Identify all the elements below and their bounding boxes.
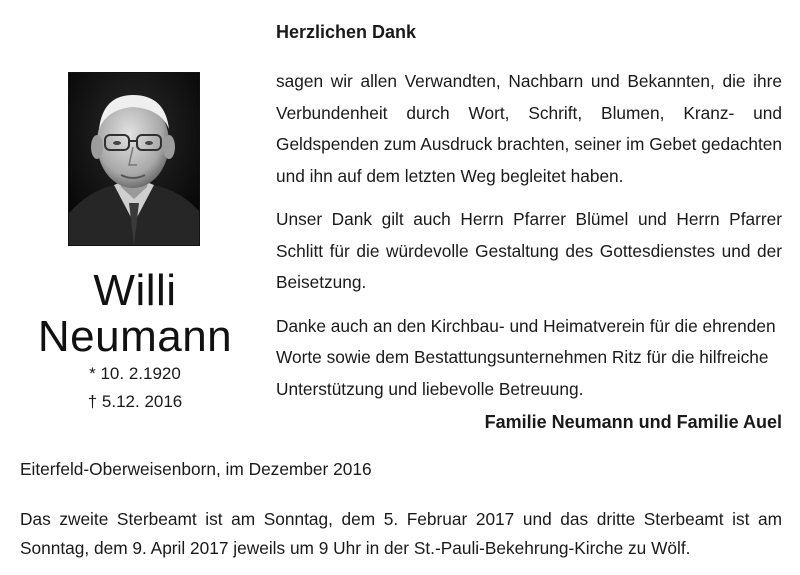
thanks-paragraph: sagen wir allen Verwandten, Nachbarn und Bekannten, die ihre Verbundenheit durch Wort, Schrift, Blumen, Kranz- und Geldspenden zum Ausdruck brachten, seiner im Gebet gedachten und ihn auf dem letzten Weg begleitet haben.	[276, 71, 782, 186]
thanks-paragraph: Danke auch an den Kirchbau- und Heimatverein für die ehrenden Worte sowie dem Bestattungsunternehmen Ritz für die hilfreiche Unterstützung und liebevolle Betreuung.	[276, 315, 776, 399]
heading: Herzlichen Dank	[276, 22, 417, 42]
life-dates	[20, 360, 250, 416]
portrait-photo	[68, 72, 200, 246]
thanks-text	[276, 18, 782, 417]
family-signature: Familie Neumann und Familie Auel	[484, 412, 782, 432]
service-notice: Das zweite Sterbeamt ist am Sonntag, dem 5. Februar 2017 und das dritte Sterbeamt ist am Sonntag, dem 9. April 2017 jeweils um 9 Uhr in der St.-Pauli-Bekehrung-Kirche zu Wölf.	[20, 509, 782, 558]
last-name: Neumann	[37, 312, 233, 361]
thanks-paragraph: Unser Dank gilt auch Herrn Pfarrer Blümel und Herrn Pfarrer Schlitt für die würdevolle Gestaltung des Gottesdienstes und der Beisetzung.	[276, 209, 782, 292]
first-name: Willi	[93, 266, 177, 315]
deceased-name	[20, 268, 250, 360]
birth-date: * 10. 2.1920	[89, 364, 181, 383]
place-and-date: Eiterfeld-Oberweisenborn, im Dezember 2016	[20, 459, 372, 479]
death-date: † 5.12. 2016	[87, 392, 183, 411]
